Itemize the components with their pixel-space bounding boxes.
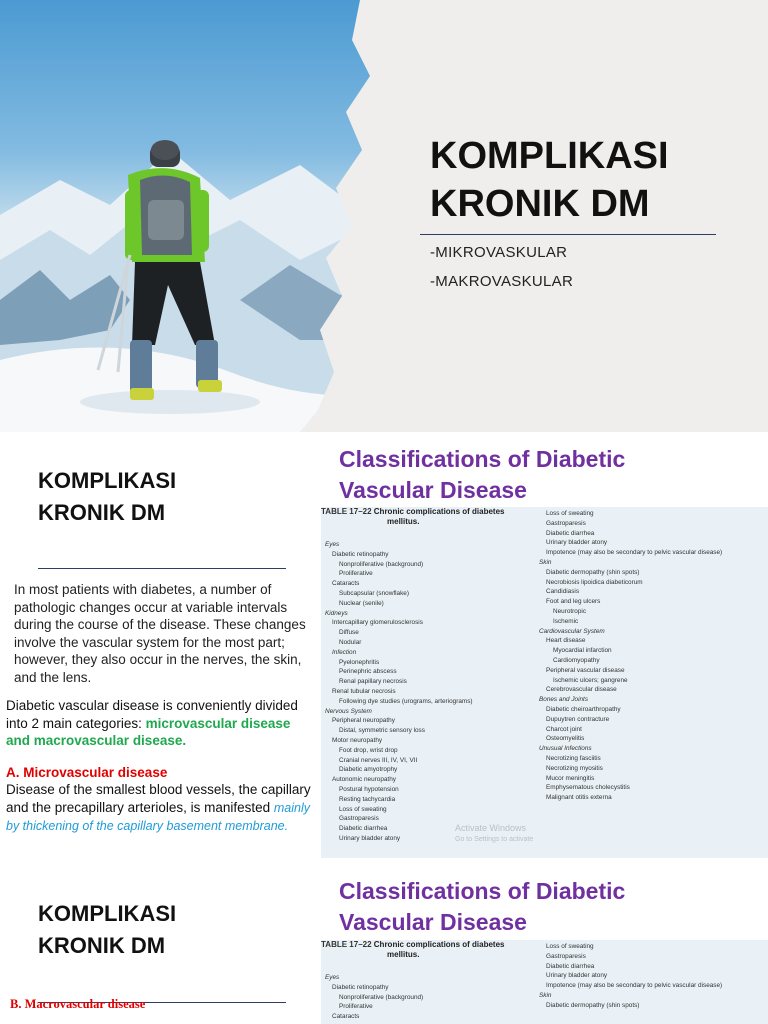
categories-highlight: microvascular disease and macrovascular disease.	[6, 715, 291, 748]
table-entry: Proliferative	[339, 570, 373, 578]
classification-title-line-2: Vascular Disease	[339, 909, 527, 935]
table-entry: Eyes	[325, 541, 340, 548]
table-entry: Impotence (may also be secondary to pelvic vascular disease)	[546, 982, 723, 990]
complications-table-image	[321, 940, 768, 1024]
table-entry: Proliferative	[339, 1003, 373, 1011]
table-caption-line-1: Chronic complications of diabetes	[373, 940, 505, 949]
table-entry: Necrotizing myositis	[546, 764, 603, 772]
table-entry: Impotence (may also be secondary to pelvic vascular disease)	[546, 549, 723, 557]
table-entry: Candidiasis	[546, 588, 580, 596]
table-entry: Diabetic cheiroarthropathy	[546, 705, 621, 713]
table-entry: Diabetic dermopathy (shin spots)	[546, 568, 640, 576]
heading-line-1: KOMPLIKASI	[38, 468, 177, 493]
table-entry: Diabetic amyotrophy	[339, 766, 398, 774]
table-entry: Cataracts	[332, 1013, 360, 1021]
table-entry: Skin	[539, 991, 552, 999]
microvascular-highlight: mainly by thickening of the capillary basement membrane.	[6, 800, 311, 833]
table-caption	[321, 507, 504, 527]
table-entry: Loss of sweating	[546, 510, 594, 517]
table-entry: Nuclear (senile)	[339, 599, 384, 607]
table-entry: Pyelonephritis	[339, 658, 380, 666]
table-entry: Renal tubular necrosis	[332, 687, 396, 695]
table-entry: Intercapillary glomerulosclerosis	[332, 619, 423, 627]
activate-windows-hint: Go to Settings to activate	[455, 836, 534, 843]
table-entry: Myocardial infarction	[553, 647, 612, 655]
table-entry: Osteomyelitis	[546, 735, 585, 743]
table-label: TABLE 17–22	[321, 507, 372, 516]
title-line-1: KOMPLIKASI	[430, 135, 669, 177]
heading-line-1: KOMPLIKASI	[38, 901, 177, 926]
classification-title	[339, 444, 625, 506]
table-entry: Autonomic neuropathy	[332, 776, 396, 784]
table-entry: Ischemic	[553, 617, 579, 625]
table-entry: Nodular	[339, 638, 362, 646]
table-entry: Foot and leg ulcers	[546, 598, 601, 606]
table-entry: Emphysematous cholecystitis	[546, 784, 630, 792]
heading-divider	[38, 568, 286, 569]
table-caption-line-2: mellitus.	[387, 950, 420, 959]
title-slide	[0, 0, 768, 432]
table-entry: Peripheral vascular disease	[546, 666, 625, 674]
table-entry: Skin	[539, 558, 552, 566]
table-entry: Nervous System	[325, 707, 372, 715]
table-entry: Following dye studies (urograms, arteriograms)	[339, 697, 473, 705]
table-entry: Diabetic retinopathy	[332, 550, 389, 558]
categories-paragraph	[6, 697, 312, 750]
table-caption-line-2: mellitus.	[387, 517, 420, 526]
table-entry: Loss of sweating	[546, 943, 594, 950]
table-entry: Perinephric abscess	[339, 668, 397, 676]
title-divider	[420, 234, 716, 235]
table-caption	[321, 940, 504, 960]
table-entry: Urinary bladder atony	[546, 539, 608, 547]
categories-text: Diabetic vascular disease is conveniently divided into 2 main categories:	[6, 698, 298, 731]
table-entry: Cataracts	[332, 580, 360, 588]
table-entry: Diffuse	[339, 629, 359, 637]
table-caption-line-1: Chronic complications of diabetes	[373, 507, 505, 516]
table-entry: Gastroparesis	[339, 815, 379, 823]
table-entry: Cerebrovascular disease	[546, 686, 617, 694]
table-entry: Urinary bladder atony	[546, 972, 608, 980]
macrovascular-slide	[0, 866, 768, 1024]
table-entry: Gastroparesis	[546, 952, 586, 960]
table-entry: Foot drop, wrist drop	[339, 746, 398, 754]
activate-windows-watermark: Activate Windows	[455, 823, 527, 833]
table-entry: Infection	[332, 648, 357, 656]
title-line-2: KRONIK DM	[430, 183, 650, 225]
table-entry: Mucor meningitis	[546, 774, 595, 782]
slide-title	[430, 132, 669, 228]
classification-title-line-1: Classifications of Diabetic	[339, 446, 626, 472]
table-left-column	[325, 973, 423, 1022]
table-entry: Renal papillary necrosis	[339, 678, 407, 686]
classification-title-line-1: Classifications of Diabetic	[339, 878, 626, 904]
table-label: TABLE 17–22	[321, 940, 372, 949]
slide-heading	[38, 898, 176, 962]
macrovascular-label: B. Macrovascular disease	[10, 997, 146, 1011]
microvascular-label: A. Microvascular disease	[6, 765, 168, 780]
intro-paragraph: In most patients with diabetes, a number of pathologic changes occur at variable intervals during the course of the disease. These changes involve the vascular system for the most part; however, they also occur in the nerves, the skin, and the lens.	[14, 582, 306, 685]
microvascular-text: Disease of the smallest blood vessels, the capillary and the precapillary arterioles, is manifested	[6, 782, 311, 815]
table-entry: Diabetic diarrhea	[339, 825, 388, 833]
table-entry: Kidneys	[325, 609, 348, 617]
table-entry: Gastroparesis	[546, 519, 586, 527]
table-entry: Dupuytren contracture	[546, 715, 610, 723]
table-entry: Malignant otitis externa	[546, 794, 612, 802]
subtitle-item-macro: -MAKROVASKULAR	[430, 273, 574, 290]
table-entry: Urinary bladder atony	[339, 834, 401, 842]
heading-line-2: KRONIK DM	[38, 933, 166, 958]
heading-line-2: KRONIK DM	[38, 500, 166, 525]
table-entry: Subcapsular (snowflake)	[339, 589, 409, 597]
table-entry: Charcot joint	[546, 725, 582, 733]
table-entry: Diabetic diarrhea	[546, 529, 595, 537]
table-entry: Peripheral neuropathy	[332, 717, 395, 725]
table-entry: Diabetic retinopathy	[332, 983, 389, 991]
table-entry: Cranial nerves III, IV, VI, VII	[339, 756, 418, 764]
table-entry: Neurotropic	[553, 607, 587, 615]
table-entry: Diabetic dermopathy (shin spots)	[546, 1001, 640, 1009]
table-entry: Diabetic diarrhea	[546, 962, 595, 970]
table-entry: Cardiomyopathy	[553, 656, 600, 664]
table-entry: Eyes	[325, 974, 340, 981]
complications-table-image	[321, 507, 768, 858]
table-entry: Nonproliferative (background)	[339, 560, 424, 568]
table-right-column	[539, 509, 722, 803]
table-entry: Postural hypotension	[339, 785, 399, 793]
microvascular-slide	[0, 432, 768, 858]
table-entry: Resting tachycardia	[339, 795, 396, 803]
table-entry: Distal, symmetric sensory loss	[339, 727, 425, 735]
table-entry: Cardiovascular System	[539, 627, 605, 635]
table-right-column	[539, 942, 722, 1011]
microvascular-paragraph	[6, 781, 312, 836]
table-entry: Loss of sweating	[339, 805, 387, 813]
table-left-column	[325, 540, 473, 844]
table-entry: Bones and Joints	[539, 696, 589, 704]
table-entry: Motor neuropathy	[332, 736, 383, 744]
table-entry: Nonproliferative (background)	[339, 993, 424, 1001]
table-entry: Ischemic ulcers; gangrene	[553, 676, 628, 684]
table-entry: Unusual Infections	[539, 745, 592, 753]
slide-heading	[38, 465, 176, 529]
table-entry: Heart disease	[546, 637, 586, 645]
table-entry: Necrotizing fasciitis	[546, 754, 601, 762]
table-entry: Necrobiosis lipoidica diabeticorum	[546, 578, 643, 586]
classification-title	[339, 876, 625, 938]
subtitle-item-micro: -MIKROVASKULAR	[430, 244, 568, 261]
classification-title-line-2: Vascular Disease	[339, 477, 527, 503]
